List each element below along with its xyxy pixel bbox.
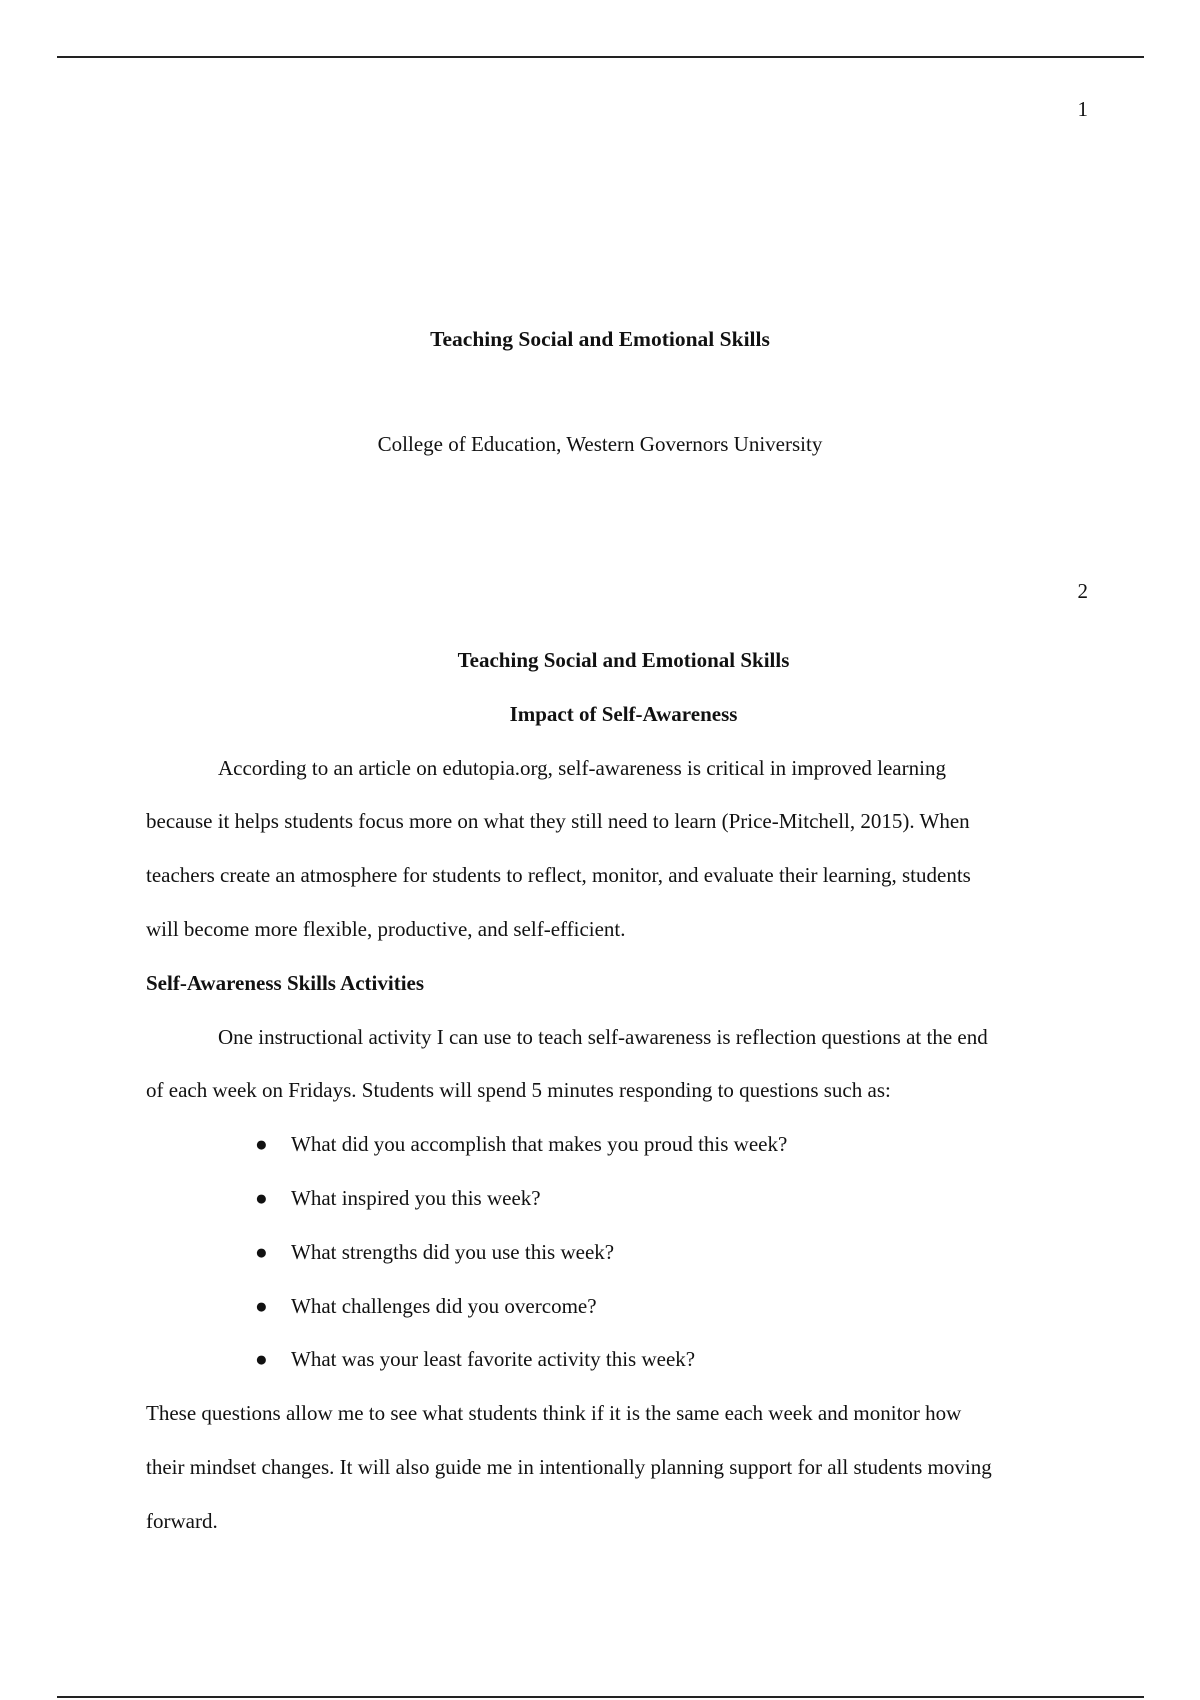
paragraph-line: teachers create an atmosphere for students to reflect, monitor, and evaluate their learning, students — [146, 863, 971, 888]
list-item-text: What challenges did you overcome? — [291, 1293, 597, 1318]
bullet-icon: ● — [255, 1347, 268, 1372]
list-item-text: What inspired you this week? — [291, 1185, 541, 1210]
cover-affiliation: College of Education, Western Governors University — [377, 432, 823, 456]
list-item-text: What was your least favorite activity this week? — [291, 1347, 696, 1372]
paragraph-line: their mindset changes. It will also guide me in intentionally planning support for all students moving — [146, 1454, 992, 1479]
page-2-body — [146, 634, 1081, 1549]
page-bottom-rule — [57, 1696, 1144, 1698]
paragraph-line: will become more flexible, productive, and self-efficient. — [146, 916, 626, 941]
page-number-2: 2 — [1077, 579, 1088, 603]
page-title: Teaching Social and Emotional Skills — [457, 648, 790, 672]
bullet-icon: ● — [255, 1239, 268, 1264]
paragraph-line: forward. — [146, 1508, 218, 1533]
paragraph-line: One instructional activity I can use to teach self-awareness is reflection questions at the end — [218, 1024, 988, 1049]
paragraph-activity — [146, 1011, 1081, 1119]
list-item — [146, 1333, 1081, 1387]
page-number-1: 1 — [1077, 97, 1088, 121]
bullet-list — [146, 1118, 1081, 1387]
list-item — [146, 1280, 1081, 1334]
list-item-text: What strengths did you use this week? — [291, 1239, 615, 1264]
subheading-activities: Self-Awareness Skills Activities — [146, 970, 425, 995]
bullet-icon: ● — [255, 1132, 268, 1157]
paragraph-conclusion — [146, 1387, 1081, 1548]
list-item — [146, 1172, 1081, 1226]
section-heading: Impact of Self-Awareness — [509, 701, 738, 726]
bullet-icon: ● — [255, 1185, 268, 1210]
list-item — [146, 1118, 1081, 1172]
list-item-text: What did you accomplish that makes you proud this week? — [291, 1132, 788, 1157]
paragraph-line: of each week on Fridays. Students will spend 5 minutes responding to questions such as: — [146, 1078, 891, 1103]
bullet-icon: ● — [255, 1293, 268, 1318]
paragraph-line: because it helps students focus more on what they still need to learn (Price-Mitchell, 2015). When — [146, 809, 970, 834]
page-top-rule — [57, 56, 1144, 58]
paragraph-line: These questions allow me to see what students think if it is the same each week and monitor how — [146, 1401, 962, 1426]
paragraph-line: According to an article on edutopia.org, self-awareness is critical in improved learning — [218, 755, 946, 780]
cover-title: Teaching Social and Emotional Skills — [430, 327, 770, 351]
list-item — [146, 1226, 1081, 1280]
paragraph-impact — [146, 742, 1081, 957]
